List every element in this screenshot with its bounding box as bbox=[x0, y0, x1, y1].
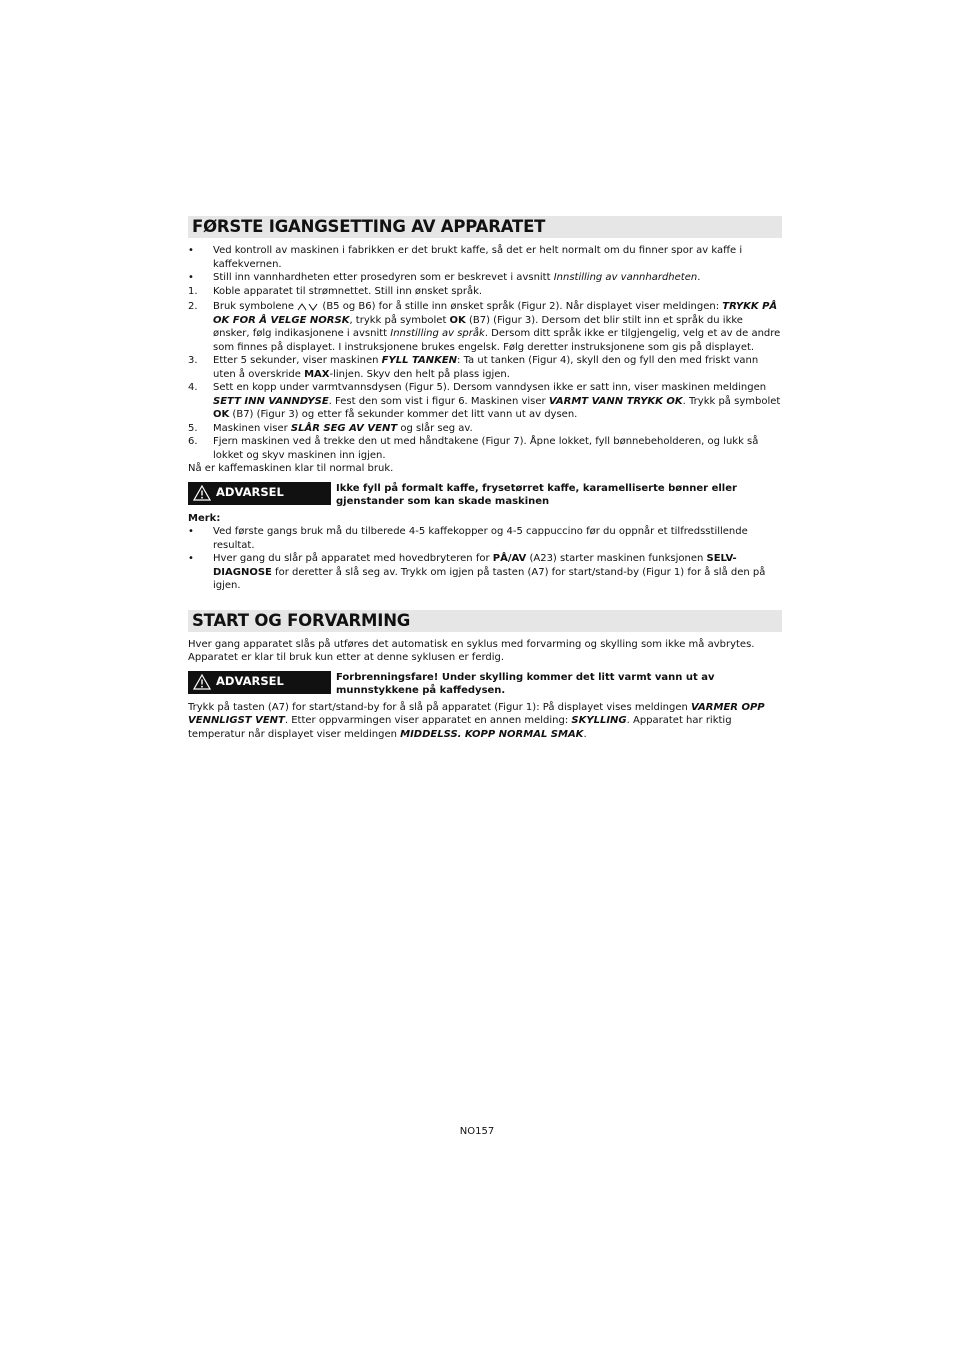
display-message: SLÅR SEG AV VENT bbox=[290, 422, 398, 434]
bullet-mark: • bbox=[188, 245, 194, 256]
warning-box bbox=[188, 482, 782, 508]
ok-symbol: OK bbox=[449, 314, 466, 326]
warning-triangle-icon bbox=[188, 485, 216, 501]
warning-text: Forbrenningsfare! Under skylling kommer det litt varmt vann ut av munnstykkene på kaffedysen. bbox=[336, 671, 715, 696]
bullet-mark: • bbox=[188, 526, 194, 537]
display-message: VARMT VANN TRYKK OK bbox=[548, 395, 683, 407]
bullet-mark: • bbox=[188, 272, 194, 283]
bullet-item bbox=[188, 244, 782, 271]
step-text: Koble apparatet til strømnettet. Still inn ønsket språk. bbox=[213, 285, 483, 297]
step-2: 2. Bruk symbolene (B5 og B6) for å stille inn ønsket språk (Figur 2). Når displayet viser meldingen: TRYKK PÅ OK FOR Å VELGE NORSK, trykk på symbolet OK (B7) (Figur 3). Dersom det blir stilt inn et språk du ikke ønsker, følg indikasjonene i avsnitt Innstilling av språk. Dersom ditt språk ikke er tilgjengelig, velg et av de andre som finnes på displayet. I instruksjonene brukes engelsk. Følg deretter instruksjonene som gis på displayet. bbox=[188, 301, 781, 353]
step-text: Fjern maskinen ved å trekke den ut med håndtakene (Figur 7). Åpne lokket, fyll bønnebeholderen, og lukk så lokket og skyv maskinen inn igjen. bbox=[213, 436, 759, 461]
page-number: NO157 bbox=[459, 1126, 495, 1137]
step-5: 5. Maskinen viser SLÅR SEG AV VENT og slår seg av. bbox=[188, 422, 473, 434]
closing-text: Nå er kaffemaskinen klar til normal bruk. bbox=[188, 463, 394, 474]
intro-text: Hver gang apparatet slås på utføres det automatisk en syklus med forvarming og skylling som ikke må avbrytes. Apparatet er klar til bruk kun etter at denne syklusen er ferdig. bbox=[188, 638, 755, 663]
display-message: FYLL TANKEN bbox=[381, 355, 458, 366]
section-title-start-preheat: START OG FORVARMING bbox=[188, 610, 782, 632]
display-message: VARMER OPP VENNLIGST VENT bbox=[188, 701, 765, 726]
bullet-text: Still inn vannhardheten etter prosedyren som er beskrevet i avsnitt bbox=[213, 272, 554, 283]
display-message: TRYKK PÅ OK FOR Å VELGE NORSK bbox=[213, 301, 778, 326]
bullet-mark: • bbox=[188, 553, 194, 564]
power-switch-label: PÅ/AV bbox=[492, 553, 527, 564]
warning-text: Ikke fyll på formalt kaffe, frysetørret kaffe, karamelliserte bønner eller gjenstander som kan skade maskinen bbox=[336, 482, 737, 507]
bullet-item: • Still inn vannhardheten etter prosedyren som er beskrevet i avsnitt Innstilling av vannhardheten. bbox=[188, 272, 701, 283]
note-label: Merk: bbox=[188, 512, 221, 524]
up-down-arrows-icon bbox=[297, 302, 319, 311]
step-number: 4. bbox=[188, 382, 198, 393]
document-page bbox=[188, 216, 782, 741]
preheat-text: Trykk på tasten (A7) for start/stand-by for å slå på apparatet (Figur 1): På displayet vises meldingen VARMER OPP VENNLIGST VENT. Etter oppvarmingen viser apparatet en annen melding: SKYLLING. Apparatet har riktig temperatur når displayet viser meldingen MIDDELSS. KOPP NORMAL SMAK. bbox=[188, 701, 765, 740]
warning-box bbox=[188, 671, 782, 697]
section-title-first-start: FØRSTE IGANGSETTING AV APPARATET bbox=[188, 216, 782, 238]
ok-symbol: OK bbox=[213, 409, 230, 420]
max-label: MAX bbox=[304, 368, 330, 380]
step-1 bbox=[188, 285, 782, 299]
display-message: SETT INN VANNDYSE bbox=[213, 395, 329, 407]
step-3: 3. Etter 5 sekunder, viser maskinen FYLL TANKEN: Ta ut tanken (Figur 4), skyll den og fyll den med friskt vann uten å overskride MAX-linjen. Skyv den helt på plass igjen. bbox=[188, 355, 759, 380]
warning-label: ADVARSEL bbox=[216, 485, 284, 500]
bullet-item: • Hver gang du slår på apparatet med hovedbryteren for PÅ/AV (A23) starter maskinen funksjonen SELV-DIAGNOSE for deretter å slå seg av. Trykk om igjen på tasten (A7) for start/stand-by (Figur 1) for å slå den på igjen. bbox=[188, 553, 766, 591]
step-4: 4. Sett en kopp under varmtvannsdysen (Figur 5). Dersom vanndysen ikke er satt inn, viser maskinen meldingen SETT INN VANNDYSE. Fest den som vist i figur 6. Maskinen viser VARMT VANN TRYKK OK. Trykk på symbolet OK (B7) (Figur 3) og etter få sekunder kommer det litt vann ut av dysen. bbox=[188, 382, 781, 420]
display-message: SKYLLING bbox=[571, 715, 627, 726]
step-number: 6. bbox=[188, 436, 198, 447]
warning-label: ADVARSEL bbox=[216, 674, 284, 689]
bullet-text: Ved første gangs bruk må du tilberede 4-5 kaffekopper og 4-5 cappuccino før du oppnår et tilfredsstillende resultat. bbox=[213, 526, 748, 551]
warning-triangle-icon bbox=[188, 674, 216, 690]
section-reference: Innstilling av vannhardheten bbox=[553, 272, 698, 283]
step-number: 2. bbox=[188, 301, 198, 312]
bullet-text: Ved kontroll av maskinen i fabrikken er det brukt kaffe, så det er helt normalt om du finner spor av kaffe i kaffekvernen. bbox=[213, 245, 743, 270]
step-number: 3. bbox=[188, 355, 198, 366]
step-number: 1. bbox=[188, 285, 198, 297]
self-diagnosis-label: SELV-DIAGNOSE bbox=[213, 553, 737, 578]
display-message: MIDDELSS. KOPP NORMAL SMAK bbox=[400, 728, 584, 740]
step-6 bbox=[188, 435, 782, 462]
section-reference: Innstilling av språk bbox=[390, 328, 485, 339]
bullet-item bbox=[188, 525, 782, 552]
step-number: 5. bbox=[188, 422, 198, 434]
